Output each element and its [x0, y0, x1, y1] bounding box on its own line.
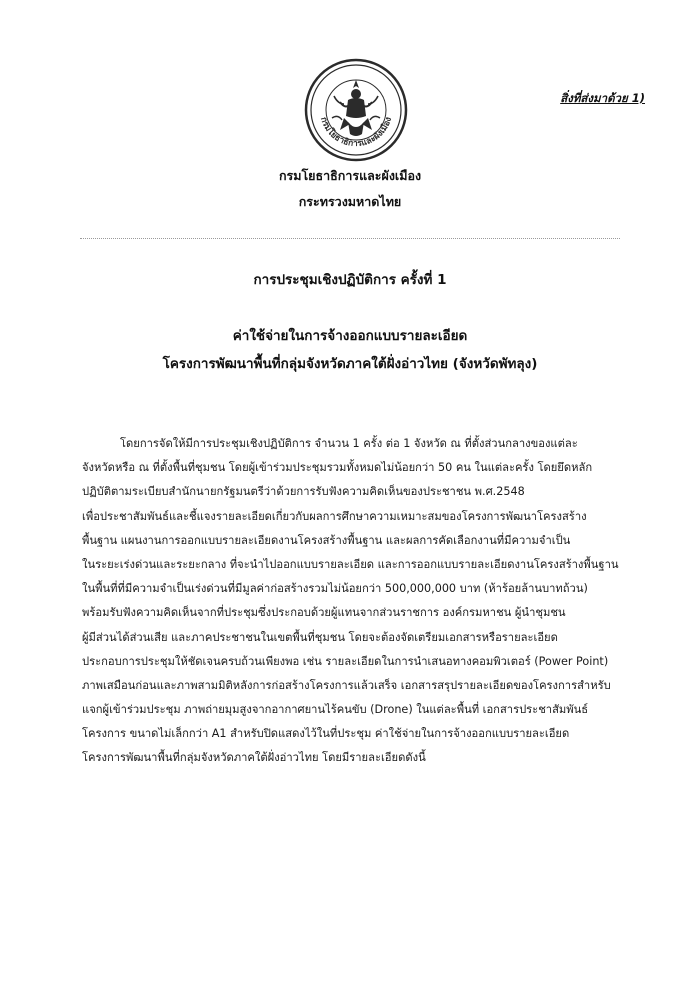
body-line: เพื่อประชาสัมพันธ์และชี้แจงรายละเอียดเกี่ยวกับผลการศึกษาความเหมาะสมของโครงการพัฒนาโครงสร้าง: [82, 509, 587, 523]
body-line: โครงการพัฒนาพื้นที่กลุ่มจังหวัดภาคใต้ฝั่งอ่าวไทย โดยมีรายละเอียดดังนี้: [82, 751, 426, 765]
workshop-title: การประชุมเชิงปฏิบัติการ ครั้งที่ 1: [253, 272, 447, 288]
attachment-note: สิ่งที่ส่งมาด้วย 1): [560, 91, 645, 105]
project-title: โครงการพัฒนาพื้นที่กลุ่มจังหวัดภาคใต้ฝั่งอ่าวไทย (จังหวัดพัทลุง): [162, 356, 538, 372]
department-seal-logo: [304, 58, 408, 162]
body-line: ในระยะเร่งด่วนและระยะกลาง ที่จะนำไปออกแบบรายละเอียด และการออกแบบรายละเอียดงานโครงสร้างพื้นฐาน: [82, 557, 619, 571]
organization-name: กรมโยธาธิการและผังเมือง: [278, 168, 422, 183]
body-line: แจกผู้เข้าร่วมประชุม ภาพถ่ายมุมสูงจากอากาศยานไร้คนขับ (Drone) ในแต่ละพื้นที่ เอกสารประชาสัมพันธ์: [82, 703, 589, 717]
subject-title: ค่าใช้จ่ายในการจ้างออกแบบรายละเอียด: [232, 328, 468, 344]
body-line: ประกอบการประชุมให้ชัดเจนครบถ้วนเพียงพอ เช่น รายละเอียดในการนำเสนอทางคอมพิวเตอร์ (Power Point): [82, 654, 609, 668]
body-line: จังหวัดหรือ ณ ที่ตั้งพื้นที่ชุมชน โดยผู้เข้าร่วมประชุมรวมทั้งหมดไม่น้อยกว่า 50 คน ในแต่ละครั้ง โดยยึดหลัก: [82, 461, 593, 475]
body-line: โดยการจัดให้มีการประชุมเชิงปฏิบัติการ จำนวน 1 ครั้ง ต่อ 1 จังหวัด ณ ที่ตั้งส่วนกลางของแต่ละ: [120, 437, 578, 450]
body-line: ปฏิบัติตามระเบียบสำนักนายกรัฐมนตรีว่าด้วยการรับฟังความคิดเห็นของประชาชน พ.ศ.2548: [82, 485, 525, 499]
body-line: ภาพเสมือนก่อนและภาพสามมิติหลังการก่อสร้างโครงการแล้วเสร็จ เอกสารสรุปรายละเอียดของโครงการสำหรับ: [82, 678, 611, 692]
body-line: พร้อมรับฟังความคิดเห็นจากที่ประชุมซึ่งประกอบด้วยผู้แทนจากส่วนราชการ องค์กรมหาชน ผู้นำชุมชน: [82, 606, 566, 620]
body-line: พื้นฐาน แผนงานการออกแบบรายละเอียดงานโครงสร้างพื้นฐาน และผลการคัดเลือกงานที่มีความจำเป็น: [82, 533, 571, 547]
body-paragraph: [82, 432, 622, 771]
body-line: ในพื้นที่ที่มีความจำเป็นเร่งด่วนที่มีมูลค่าก่อสร้างรวมไม่น้อยกว่า 500,000,000 บาท (ห้าร้อยล้านบาทถ้วน): [82, 582, 588, 596]
svg-text:กรมโยธาธิการและผังเมือง: กรมโยธาธิการและผังเมือง: [317, 115, 395, 150]
ministry-name: กระทรวงมหาดไทย: [298, 194, 402, 209]
body-line: โครงการ ขนาดไม่เล็กกว่า A1 สำหรับปิดแสดงไว้ในที่ประชุม ค่าใช้จ่ายในการจ้างออกแบบรายละเอียด: [82, 727, 570, 741]
body-line: ผู้มีส่วนได้ส่วนเสีย และภาคประชาชนในเขตพื้นที่ชุมชน โดยจะต้องจัดเตรียมเอกสารหรือรายละเอียด: [82, 630, 558, 644]
header-divider: [80, 238, 620, 239]
